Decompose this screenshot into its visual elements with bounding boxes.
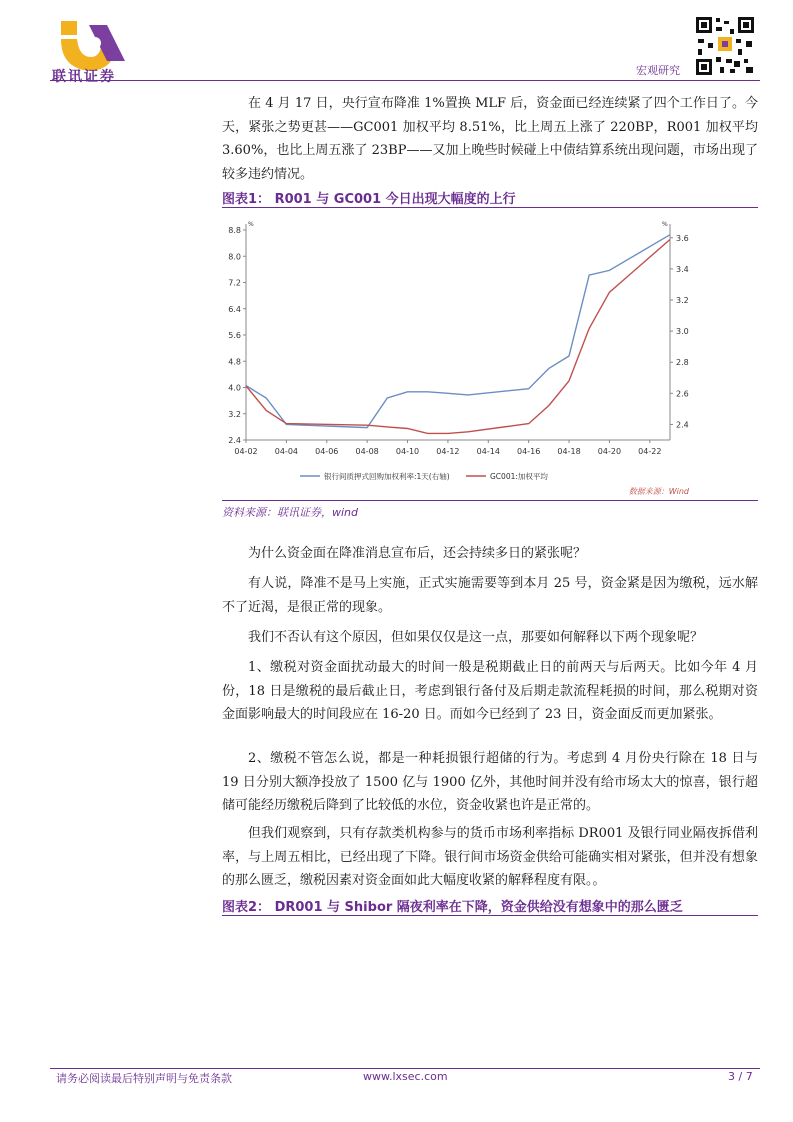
x-tick-label: 04-12 (436, 447, 460, 456)
right-tick-label: 3.0 (676, 327, 689, 337)
x-tick-label: 04-10 (395, 447, 420, 456)
footer-disclaimer-link[interactable]: 请务必阅读最后特别声明与免责条款 (56, 1072, 232, 1085)
x-tick-label: 04-22 (638, 447, 662, 456)
qr-code-icon (694, 15, 756, 77)
header-divider (50, 80, 760, 81)
left-tick-label: 6.4 (228, 304, 241, 314)
page-number: 3 / 7 (728, 1070, 753, 1083)
paragraph-2: 为什么资金面在降准消息宣布后，还会持续多日的紧张呢？ (248, 546, 587, 561)
figure-1-chart (222, 212, 758, 500)
right-tick-label: 2.4 (676, 420, 689, 430)
paragraph-7: 但我们观察到，只有存款类机构参与的货币市场利率指标 DR001 及银行同业隔夜拆借利率，与上周五相比，已经出现了下降。银行间市场资金供给可能确实相对紧张，但并没有想象的那么匮乏，缴税因素对资金面如此大幅度收紧的解释程度有限。。 (222, 826, 758, 888)
paragraph-3: 有人说，降准不是马上实施，正式实施需要等到本月 25 号，资金紧是因为缴税，远水解不了近渴，是很正常的现象。 (222, 576, 758, 615)
right-tick-label: 2.8 (676, 358, 689, 368)
right-tick-label: 3.2 (676, 296, 689, 305)
paragraph-5: 1、缴税对资金面扰动最大的时间一般是税期截止日的前两天与后两天。比如今年 4 月份，18 日是缴税的最后截止日，考虑到银行备付及后期走款流程耗损的时间，那么税期对资金面影响最大的时间段应在 16-20 日。而如今已经到了 23 日，资金面反而更加紧张。 (222, 660, 758, 722)
chart-data-source: 数据来源：Wind (628, 487, 689, 496)
left-tick-label: 8.0 (228, 252, 241, 262)
figure-1-title: 图表1： R001 与 GC001 今日出现大幅度的上行 (222, 192, 516, 207)
left-tick-label: 3.2 (228, 409, 241, 419)
left-tick-label: 7.2 (228, 278, 241, 288)
figure-2-rule (222, 915, 758, 916)
paragraph-6: 2、缴税不管怎么说，都是一种耗损银行超储的行为。考虑到 4 月份央行除在 18 日与 19 日分别大额净投放了 1500 亿与 1900 亿外，其他时间并没有给市场太大的惊喜，银行超储可能经历缴税后降到了比较低的水位，资金收紧也许是正常的。 (222, 751, 758, 813)
paragraph-1: 在 4 月 17 日，央行宣布降准 1%置换 MLF 后，资金面已经连续紧了四个工作日了。今天，紧张之势更甚——GC001 加权平均 8.51%，比上周五上涨了 220BP，R001 加权平均 3.60%，也比上周五涨了 23BP——又加上晚些时候碰上中债结算系统出现问题，市场出现了较多违约情况。 (222, 96, 758, 182)
section-label: 宏观研究 (636, 64, 680, 77)
left-tick-label: 4.8 (228, 357, 241, 367)
x-tick-label: 04-14 (476, 447, 500, 456)
right-tick-label: 2.6 (676, 389, 689, 399)
series-line-2 (246, 240, 670, 434)
x-tick-label: 04-02 (234, 447, 258, 456)
right-tick-label: 3.4 (676, 264, 689, 274)
logo-text: 联讯证券 (52, 69, 116, 85)
left-tick-label: 4.0 (228, 383, 241, 393)
left-tick-label: 2.4 (228, 436, 241, 445)
legend-label-2: GC001:加权平均 (490, 472, 548, 481)
x-tick-label: 04-08 (355, 447, 379, 456)
right-tick-label: 3.6 (676, 233, 689, 243)
figure-2-title: 图表2： DR001 与 Shibor 隔夜利率在下降，资金供给没有想象中的那么匮乏 (222, 900, 683, 915)
x-tick-label: 04-18 (557, 447, 581, 456)
x-tick-label: 04-06 (315, 447, 339, 456)
legend-label-1: 银行间质押式回购加权利率:1天(右轴) (324, 472, 450, 481)
footer-website-link[interactable]: www.lxsec.com (363, 1070, 448, 1083)
x-tick-label: 04-04 (274, 447, 299, 456)
left-tick-label: 8.8 (228, 226, 241, 235)
left-axis-unit: % (248, 221, 254, 228)
left-tick-label: 5.6 (228, 331, 241, 340)
x-tick-label: 04-16 (517, 447, 541, 456)
figure-1-bottom-rule (222, 500, 758, 501)
figure-1-rule (222, 207, 758, 208)
x-tick-label: 04-20 (597, 447, 622, 456)
paragraph-4: 我们不否认有这个原因，但如果仅仅是这一点，那要如何解释以下两个现象呢？ (248, 630, 704, 645)
series-line-1 (246, 235, 670, 428)
footer-divider (50, 1068, 760, 1069)
right-axis-unit: % (662, 221, 668, 228)
figure-1-source: 资料来源：联讯证券，wind (222, 506, 359, 519)
